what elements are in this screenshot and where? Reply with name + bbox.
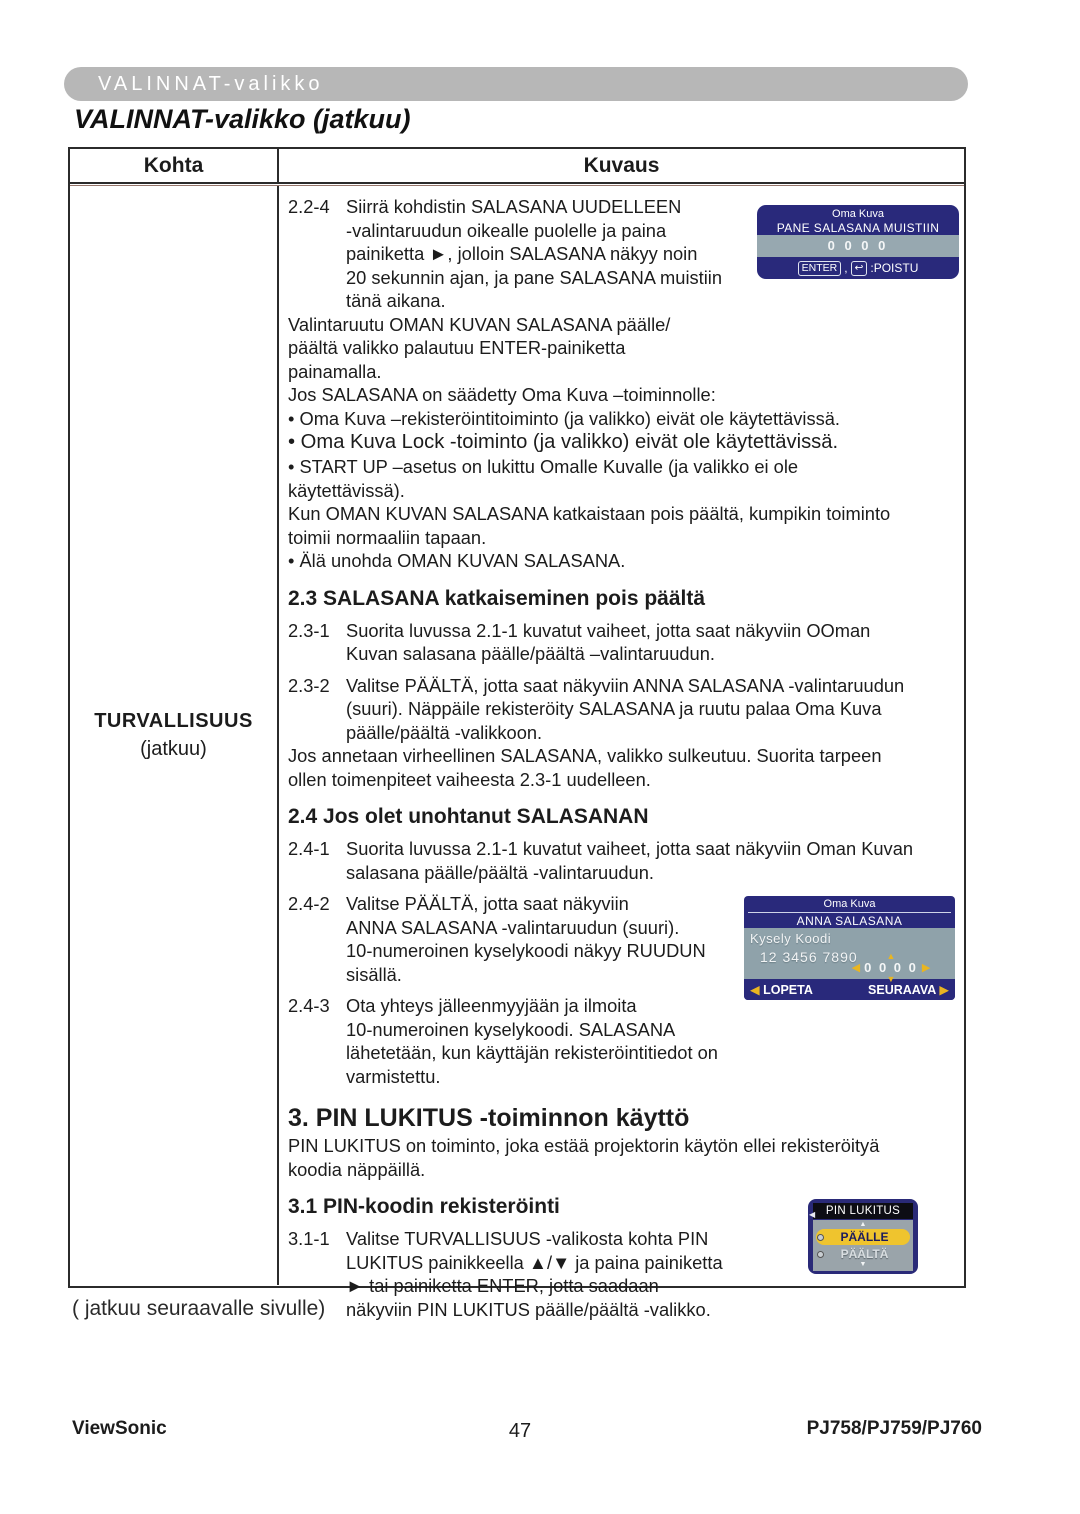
osd2-entry-code: 0 0 0 0 xyxy=(864,960,918,975)
osd3-option-on xyxy=(816,1229,910,1245)
osd-pane-salasana-muistiin xyxy=(757,205,959,279)
text-line: LUKITUS painikkeella ▲/▼ ja paina painiketta xyxy=(346,1251,723,1273)
osd3-option-on-label: PÄÄLLE xyxy=(840,1230,889,1244)
osd1-exit-label: :POISTU xyxy=(870,261,919,275)
radio-dot-icon xyxy=(817,1234,824,1241)
osd2-header-divider xyxy=(748,912,951,913)
osd3-options-panel xyxy=(813,1220,913,1271)
page-title: VALINNAT-valikko (jatkuu) xyxy=(74,104,411,134)
text-line: 10-numeroinen kyselykoodi näkyy RUUDUN xyxy=(346,940,706,961)
text-line: • Oma Kuva Lock -toiminto (ja valikko) eivät ole käytettävissä. xyxy=(288,431,839,453)
continuation-note: ( jatkuu seuraavalle sivulle) xyxy=(72,1297,326,1320)
text-line: ANNA SALASANA -valintaruudun (suuri). xyxy=(346,916,680,938)
item-note: (jatkuu) xyxy=(140,738,207,760)
step-label: 2.4-1 xyxy=(288,838,330,859)
text-line: Valintaruutu OMAN KUVAN SALASANA päälle/ xyxy=(288,313,671,335)
text-line: varmistettu. xyxy=(346,1065,441,1087)
column-header-item: Kohta xyxy=(70,149,279,182)
osd2-entry-group xyxy=(843,952,939,983)
text-line: • Oma Kuva –rekisteröintitoiminto (ja valikko) eivät ole käytettävissä. xyxy=(288,407,841,429)
text-line: Kun OMAN KUVAN SALASANA katkaistaan pois päältä, kumpikin toiminto xyxy=(288,503,891,524)
down-arrow-icon: ▼ xyxy=(886,974,896,984)
osd1-app-title: Oma Kuva xyxy=(832,208,884,220)
text-line: päälle/päältä -valikkoon. xyxy=(346,721,543,743)
text-line: (suuri). Näppäile rekisteröity SALASANA ja ruutu palaa Oma Kuva xyxy=(346,698,882,719)
table-header-row xyxy=(70,149,964,184)
text-line: Suorita luvussa 2.1-1 kuvatut vaiheet, jotta saat näkyviin OOman xyxy=(346,619,871,641)
osd3-title: PIN LUKITUS xyxy=(825,1205,901,1217)
description-block xyxy=(288,1134,960,1181)
osd1-separator: , xyxy=(844,261,848,275)
description-block xyxy=(288,313,960,573)
osd3-title-bar xyxy=(809,1203,913,1219)
osd1-footer xyxy=(757,257,959,279)
down-arrow-icon: ▼ xyxy=(859,1261,867,1268)
text-line: painamalla. xyxy=(288,360,382,382)
step-label: 2.3-1 xyxy=(288,619,330,641)
page-number: 47 xyxy=(508,1420,532,1442)
description-cell xyxy=(279,186,964,1320)
osd2-title: ANNA SALASANA xyxy=(796,914,903,928)
text-line: Valitse PÄÄLTÄ, jotta saat näkyviin ANNA SALASANA -valintaruudun xyxy=(346,674,905,696)
text-line: painiketta ►, jolloin SALASANA näkyy noin xyxy=(346,243,698,264)
osd3-option-off xyxy=(816,1246,910,1262)
description-block xyxy=(288,837,960,884)
text-line: lähetetään, kun käyttäjän rekisteröintitiedot on xyxy=(346,1042,718,1063)
model-numbers: PJ758/PJ759/PJ760 xyxy=(806,1418,982,1439)
osd2-query-label: Kysely Koodi xyxy=(750,931,832,946)
text-line: toimii normaaliin tapaan. xyxy=(288,526,487,548)
text-line: Valitse TURVALLISUUS -valikosta kohta PIN xyxy=(346,1228,709,1249)
osd2-query-code: 12 3456 7890 xyxy=(760,949,858,965)
right-arrow-icon: ▶ xyxy=(939,983,949,997)
osd2-footer-right: SEURAAVA ▶ xyxy=(868,983,949,997)
osd3-option-off-label: PÄÄLTÄ xyxy=(840,1247,889,1261)
text-line: ollen toimenpiteet vaiheesta 2.3-1 uudelleen. xyxy=(288,768,651,790)
step-body xyxy=(346,674,960,745)
osd-pin-lukitus xyxy=(808,1199,918,1274)
item-name: TURVALLISUUS xyxy=(94,710,253,732)
text-line: Kuvan salasana päälle/päältä –valintaruudun. xyxy=(346,643,715,664)
step-label: 2.4-3 xyxy=(288,995,330,1016)
page-footer xyxy=(0,1418,1080,1448)
item-cell xyxy=(70,186,279,1285)
left-arrow-icon: ◀ xyxy=(809,1210,816,1219)
section-heading: 2.4 Jos olet unohtanut SALASANAN xyxy=(288,805,649,828)
section-banner: VALINNAT-valikko xyxy=(64,67,968,101)
text-line: Ota yhteys jälleenmyyjään ja ilmoita xyxy=(346,995,637,1016)
osd1-title: PANE SALASANA MUISTIIN xyxy=(776,221,940,235)
text-line: käytettävissä). xyxy=(288,479,405,501)
text-line: PIN LUKITUS on toiminto, joka estää projektorin käytön ellei rekisteröityä xyxy=(288,1135,880,1156)
step-label: 2.4-2 xyxy=(288,893,330,914)
step-body xyxy=(346,837,960,884)
text-line: Suorita luvussa 2.1-1 kuvatut vaiheet, jotta saat näkyviin Oman Kuvan xyxy=(346,838,914,859)
osd1-code-field: 0 0 0 0 xyxy=(757,235,959,257)
osd2-body xyxy=(744,928,955,984)
left-arrow-icon: ◀ xyxy=(750,983,760,997)
description-block xyxy=(288,744,960,791)
text-line: sisällä. xyxy=(346,963,402,985)
osd2-app-title: Oma Kuva xyxy=(823,898,876,910)
step-label: 2.3-2 xyxy=(288,674,330,696)
text-line: ► tai painiketta ENTER, jotta saadaan xyxy=(346,1275,659,1296)
text-line: Jos SALASANA on säädetty Oma Kuva –toiminnolle: xyxy=(288,384,716,405)
enter-key-icon: ENTER xyxy=(798,261,842,276)
text-line: • Älä unohda OMAN KUVAN SALASANA. xyxy=(288,550,626,571)
text-line: Siirrä kohdistin SALASANA UUDELLEEN xyxy=(346,196,682,217)
text-line: koodia näppäillä. xyxy=(288,1158,426,1180)
text-line: näkyviin PIN LUKITUS päälle/päältä -valikko. xyxy=(346,1298,711,1320)
text-line: Jos annetaan virheellinen SALASANA, valikko sulkeutuu. Suorita tarpeen xyxy=(288,745,882,766)
text-line: • START UP –asetus on lukittu Omalle Kuvalle (ja valikko ei ole xyxy=(288,456,799,477)
text-line: 10-numeroinen kyselykoodi. SALASANA xyxy=(346,1018,676,1040)
osd-anna-salasana xyxy=(744,896,955,1000)
osd2-footer-left: ◀ LOPETA xyxy=(750,983,813,997)
section-heading: 3.1 PIN-koodin rekisteröinti xyxy=(288,1195,560,1218)
up-arrow-icon: ▲ xyxy=(859,1221,867,1228)
text-line: tänä aikana. xyxy=(346,290,446,311)
section-heading: 2.3 SALASANA katkaiseminen pois päältä xyxy=(288,586,706,610)
description-block xyxy=(288,994,960,1088)
description-block xyxy=(288,674,960,745)
section-heading: 3. PIN LUKITUS -toiminnon käyttö xyxy=(288,1104,690,1132)
text-line: Valitse PÄÄLTÄ, jotta saat näkyviin xyxy=(346,893,629,914)
description-block xyxy=(288,619,960,666)
column-header-description: Kuvaus xyxy=(583,154,660,177)
brand-name: ViewSonic xyxy=(72,1418,167,1439)
text-line: salasana päälle/päältä -valintaruudun. xyxy=(346,861,654,883)
step-body xyxy=(346,994,960,1088)
step-label: 2.2-4 xyxy=(288,196,330,217)
esc-key-icon: ↩ xyxy=(851,261,868,276)
osd2-header xyxy=(744,896,955,928)
up-arrow-icon: ▲ xyxy=(886,951,896,961)
text-line: -valintaruudun oikealle puolelle ja paina xyxy=(346,219,667,241)
text-line: päältä valikko palautuu ENTER-painiketta xyxy=(288,337,626,358)
left-arrow-icon: ◀ xyxy=(851,962,861,974)
radio-dot-icon xyxy=(817,1251,824,1258)
text-line: 20 sekunnin ajan, ja pane SALASANA muistiin xyxy=(346,266,723,288)
osd1-header xyxy=(757,205,959,235)
step-label: 3.1-1 xyxy=(288,1228,330,1249)
right-arrow-icon: ▶ xyxy=(921,962,931,974)
step-body xyxy=(346,619,960,666)
description-blocks xyxy=(288,195,960,1321)
